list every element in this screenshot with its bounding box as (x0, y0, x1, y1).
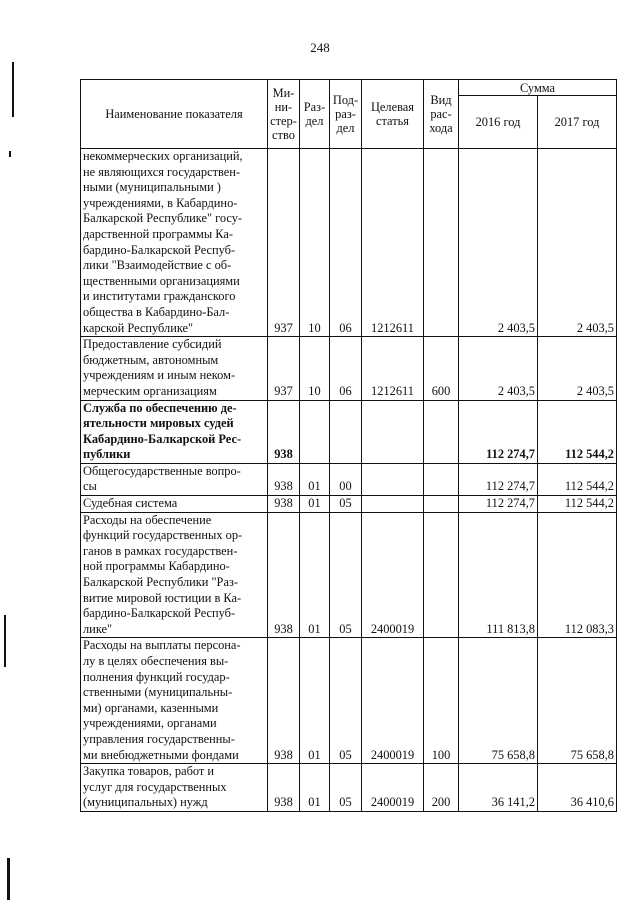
budget-table (80, 79, 617, 812)
row-subsection: 05 (330, 764, 362, 812)
row-subsection (330, 400, 362, 463)
header-target: Целевая статья (362, 80, 424, 149)
row-target (362, 463, 424, 495)
row-target: 1212611 (362, 149, 424, 337)
row-target: 2400019 (362, 638, 424, 764)
page-number: 248 (310, 40, 330, 55)
row-amount-2017: 36 410,6 (538, 764, 617, 812)
header-year-2016: 2016 год (459, 96, 538, 149)
row-section: 01 (300, 512, 330, 638)
row-amount-2016: 112 274,7 (459, 463, 538, 495)
row-expense-type (424, 496, 459, 513)
row-name: Судебная система (81, 496, 268, 513)
scan-mark-mid (4, 615, 6, 667)
row-name: Закупка товаров, работ и услуг для государственных (муниципальных) нужд (81, 764, 268, 812)
table-row (81, 638, 617, 764)
row-target (362, 400, 424, 463)
row-section (300, 400, 330, 463)
row-amount-2016: 2 403,5 (459, 337, 538, 400)
row-name: Расходы на выплаты персона- лу в целях обеспечения вы- полнения функций государ- ственными (муниципальны- ми) органами, казенными учреждениями, органами управления государственны- ми внебюджетными фондами (81, 638, 268, 764)
row-amount-2016: 112 274,7 (459, 400, 538, 463)
row-subsection: 05 (330, 638, 362, 764)
row-ministry: 938 (268, 496, 300, 513)
row-name: Служба по обеспечению де- ятельности мировых судей Кабардино-Балкарской Рес- публики (81, 400, 268, 463)
row-amount-2016: 111 813,8 (459, 512, 538, 638)
row-name: Предоставление субсидий бюджетным, автономным учреждениям и иным неком- мерческим организациям (81, 337, 268, 400)
row-amount-2017: 112 544,2 (538, 463, 617, 495)
header-sum: Сумма (459, 80, 617, 96)
row-subsection: 05 (330, 512, 362, 638)
row-expense-type (424, 149, 459, 337)
row-name: Общегосударственные вопро- сы (81, 463, 268, 495)
row-amount-2016: 36 141,2 (459, 764, 538, 812)
row-target: 1212611 (362, 337, 424, 400)
row-amount-2017: 112 544,2 (538, 496, 617, 513)
row-amount-2017: 112 544,2 (538, 400, 617, 463)
table-row (81, 764, 617, 812)
row-section: 10 (300, 337, 330, 400)
row-ministry: 938 (268, 400, 300, 463)
row-target: 2400019 (362, 512, 424, 638)
header-name: Наименование показателя (81, 80, 268, 149)
header-expense-type: Вид рас- хода (424, 80, 459, 149)
row-subsection: 06 (330, 149, 362, 337)
table-row (81, 463, 617, 495)
row-amount-2017: 2 403,5 (538, 149, 617, 337)
row-subsection: 05 (330, 496, 362, 513)
row-amount-2016: 75 658,8 (459, 638, 538, 764)
row-section: 01 (300, 496, 330, 513)
row-expense-type: 200 (424, 764, 459, 812)
row-expense-type: 600 (424, 337, 459, 400)
row-amount-2017: 75 658,8 (538, 638, 617, 764)
row-expense-type (424, 400, 459, 463)
row-subsection: 00 (330, 463, 362, 495)
row-amount-2016: 112 274,7 (459, 496, 538, 513)
row-section: 01 (300, 764, 330, 812)
table-row (81, 149, 617, 337)
row-expense-type (424, 512, 459, 638)
row-expense-type (424, 463, 459, 495)
row-amount-2017: 112 083,3 (538, 512, 617, 638)
row-section: 10 (300, 149, 330, 337)
row-name: Расходы на обеспечение функций государственных ор- ганов в рамках государствен- ной программы Кабардино- Балкарской Республики "Раз- витие мировой юстиции в Ка- бардино-Балкарской Респуб- лике" (81, 512, 268, 638)
table-row (81, 496, 617, 513)
row-ministry: 938 (268, 512, 300, 638)
row-ministry: 938 (268, 764, 300, 812)
row-subsection: 06 (330, 337, 362, 400)
row-ministry: 937 (268, 337, 300, 400)
row-ministry: 938 (268, 463, 300, 495)
row-section: 01 (300, 638, 330, 764)
row-expense-type: 100 (424, 638, 459, 764)
row-section: 01 (300, 463, 330, 495)
table-row (81, 400, 617, 463)
row-ministry: 937 (268, 149, 300, 337)
row-target: 2400019 (362, 764, 424, 812)
header-ministry: Ми- ни- стер- ство (268, 80, 300, 149)
scan-mark-dot (9, 151, 11, 157)
table-row (81, 337, 617, 400)
table-row (81, 512, 617, 638)
scan-mark-bottom (7, 858, 10, 900)
row-amount-2017: 2 403,5 (538, 337, 617, 400)
header-subsection: Под- раз- дел (330, 80, 362, 149)
row-amount-2016: 2 403,5 (459, 149, 538, 337)
header-section: Раз- дел (300, 80, 330, 149)
header-year-2017: 2017 год (538, 96, 617, 149)
row-name: некоммерческих организаций, не являющихся государствен- ными (муниципальными ) учреждениями, в Кабардино- Балкарской Республике" госу- дарственной программы Ка- бардино-Балкарской Респуб- лики "Взаимодействие с об- щественными организациями и институтами гражданского общества в Кабардино-Бал- карской Республике" (81, 149, 268, 337)
row-target (362, 496, 424, 513)
scan-mark-top (12, 62, 14, 117)
row-ministry: 938 (268, 638, 300, 764)
